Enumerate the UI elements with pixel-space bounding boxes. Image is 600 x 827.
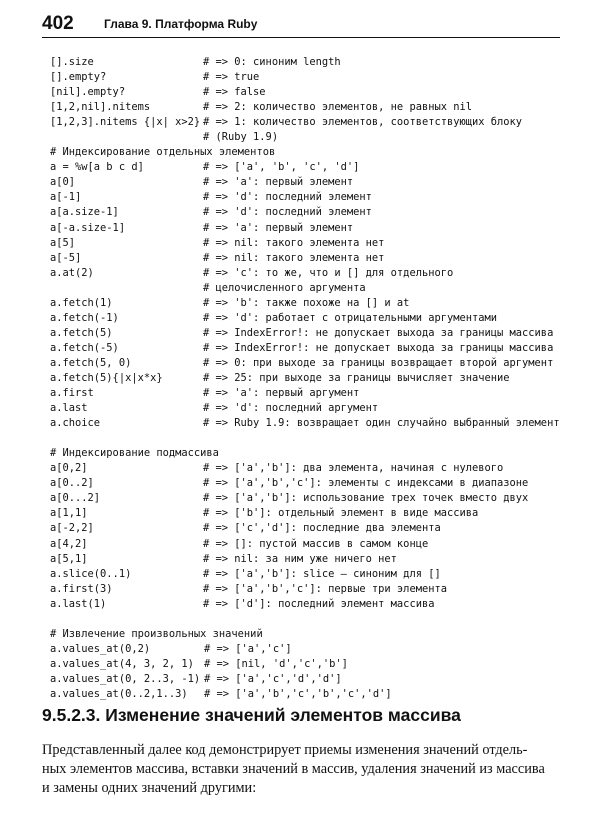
code-comment: # => ['a','b','c']: первые три элемента <box>203 582 447 595</box>
code-comment: # => ['a', 'b', 'c', 'd'] <box>203 161 360 174</box>
code-comment-heading: # Индексирование отдельных элементов <box>50 146 276 159</box>
code-comment: # => 'a': первый элемент <box>203 176 354 189</box>
code-expression: [].empty? <box>50 71 107 84</box>
code-line <box>50 221 570 236</box>
code-comment: # => 'c': то же, что и [] для отдельного <box>203 266 454 279</box>
code-comment-heading: # Индексирование подмассива <box>50 447 219 460</box>
code-line <box>50 627 570 642</box>
code-line <box>50 416 570 431</box>
code-line <box>50 160 570 175</box>
code-line <box>50 567 570 582</box>
code-comment: # => IndexError!: не допускает выхода за границы массива <box>203 341 554 354</box>
code-expression: a.at(2) <box>50 266 94 279</box>
code-comment: # => 1: количество элементов, соответствующих блоку <box>203 116 523 129</box>
code-line <box>50 537 570 552</box>
code-line <box>50 371 570 386</box>
code-line <box>50 687 570 702</box>
code-expression: a.fetch(5) <box>50 326 113 339</box>
code-comment: # => ['a','b']: slice – синоним для [] <box>203 567 441 580</box>
code-expression: a.values_at(4, 3, 2, 1) <box>50 657 194 670</box>
code-line <box>50 642 570 657</box>
code-comment: # => ['a','b']: использование трех точек вместо двух <box>203 492 529 505</box>
code-comment: # => ['b']: отдельный элемент в виде массива <box>203 507 479 520</box>
code-blank-line <box>50 431 570 446</box>
code-expression: a[5] <box>50 236 76 249</box>
code-expression: [].size <box>50 56 94 68</box>
code-comment: # => 'a': первый элемент <box>203 221 354 234</box>
code-line <box>50 461 570 476</box>
code-comment: # => 'b': также похоже на [] и at <box>203 296 410 309</box>
code-line <box>50 115 570 130</box>
code-line <box>50 100 570 115</box>
code-comment: # => 2: количество элементов, не равных nil <box>203 101 472 114</box>
code-comment: # (Ruby 1.9) <box>203 131 279 144</box>
code-comment: # => Ruby 1.9: возвращает один случайно выбранный элемент <box>203 417 560 430</box>
code-line <box>50 657 570 672</box>
code-expression: a[a.size-1] <box>50 206 119 219</box>
header-rule <box>42 37 560 38</box>
code-expression: a.fetch(-5) <box>50 341 119 354</box>
code-expression: a.fetch(-1) <box>50 311 119 324</box>
code-comment: # => nil: такого элемента нет <box>203 251 385 264</box>
code-expression: a.fetch(5){|x|x*x} <box>50 371 163 384</box>
body-paragraph <box>42 741 562 798</box>
code-comment: # => 'd': работает с отрицательными аргументами <box>203 311 498 324</box>
code-line <box>50 251 570 266</box>
code-expression: a[-5] <box>50 251 82 264</box>
code-expression: a[0...2] <box>50 492 101 505</box>
code-line <box>50 476 570 491</box>
code-expression: a[0,2] <box>50 462 88 475</box>
code-line <box>50 281 570 296</box>
code-line <box>50 401 570 416</box>
page-header <box>42 13 560 39</box>
code-expression: a = %w[a b c d] <box>50 161 144 174</box>
code-expression: a[0..2] <box>50 477 94 490</box>
code-expression: a.choice <box>50 417 101 430</box>
code-comment-heading: # Извлечение произвольных значений <box>50 627 263 640</box>
paragraph-line: Представленный далее код демонстрирует приемы изменения значений отдель- <box>42 742 528 758</box>
code-expression: a.values_at(0,2) <box>50 642 151 655</box>
code-comment: # => [nil, 'd','c','b'] <box>204 657 348 670</box>
code-line <box>50 672 570 687</box>
code-expression: [1,2,3].nitems {|x| x>2} <box>50 116 201 129</box>
code-line <box>50 205 570 220</box>
code-line <box>50 175 570 190</box>
code-comment: # => ['a','b','c','b','c','d'] <box>204 687 392 700</box>
paragraph-line: ных элементов массива, вставки значений в массив, удаления значений из массива <box>42 761 545 777</box>
section-title: 9.5.2.3. Изменение значений элементов массива <box>42 705 461 725</box>
code-expression: a[-2,2] <box>50 522 94 535</box>
code-expression: [nil].empty? <box>50 86 126 99</box>
paragraph-line: и замены одних значений другими: <box>42 780 257 796</box>
code-expression: a[4,2] <box>50 537 88 550</box>
code-expression: a.fetch(1) <box>50 296 113 309</box>
code-line <box>50 70 570 85</box>
chapter-title: Глава 9. Платформа Ruby <box>104 17 258 31</box>
code-expression: a[-1] <box>50 191 82 204</box>
code-comment: # => 'd': последний аргумент <box>203 402 379 415</box>
code-expression: a[1,1] <box>50 507 88 520</box>
code-comment: # => 'd': последний элемент <box>203 206 372 219</box>
code-line <box>50 296 570 311</box>
code-line <box>50 506 570 521</box>
code-expression: a[0] <box>50 176 76 189</box>
code-comment: # => ['a','b','c']: элементы с индексами в диапазоне <box>203 477 529 490</box>
code-expression: a[-a.size-1] <box>50 221 126 234</box>
code-listing <box>50 55 570 702</box>
code-expression: a.values_at(0, 2..3, -1) <box>50 672 201 685</box>
code-comment: # => nil: такого элемента нет <box>203 236 385 249</box>
code-expression: a.last <box>50 402 88 415</box>
code-line <box>50 85 570 100</box>
code-comment: # => 0: при выходе за границы возвращает второй аргумент <box>203 356 554 369</box>
code-expression: a.first(3) <box>50 582 113 595</box>
code-line <box>50 446 570 461</box>
code-line <box>50 326 570 341</box>
code-expression: a.first <box>50 387 94 400</box>
code-expression: a[5,1] <box>50 552 88 565</box>
code-blank-line <box>50 612 570 627</box>
code-line <box>50 311 570 326</box>
code-line <box>50 130 570 145</box>
code-line <box>50 266 570 281</box>
code-comment: # => 'a': первый аргумент <box>203 387 360 400</box>
code-expression: a.last(1) <box>50 597 107 610</box>
code-line <box>50 190 570 205</box>
code-comment: # => ['d']: последний элемент массива <box>203 597 435 610</box>
code-line <box>50 386 570 401</box>
code-line <box>50 341 570 356</box>
code-line <box>50 491 570 506</box>
code-line <box>50 55 570 70</box>
code-line <box>50 145 570 160</box>
code-line <box>50 356 570 371</box>
code-comment: # целочисленного аргумента <box>203 281 366 294</box>
code-expression: [1,2,nil].nitems <box>50 101 151 114</box>
code-line <box>50 582 570 597</box>
code-comment: # => ['c','d']: последние два элемента <box>203 522 441 535</box>
code-comment: # => []: пустой массив в самом конце <box>203 537 429 550</box>
code-expression: a.fetch(5, 0) <box>50 356 132 369</box>
code-comment: # => ['a','b']: два элемента, начиная с нулевого <box>203 462 504 475</box>
code-comment: # => true <box>203 71 260 84</box>
code-comment: # => false <box>203 86 266 99</box>
code-line <box>50 521 570 536</box>
code-line <box>50 236 570 251</box>
page-number: 402 <box>42 13 74 34</box>
code-comment: # => 25: при выходе за границы вычисляет значение <box>203 371 510 384</box>
code-comment: # => ['a','c','d','d'] <box>204 672 342 685</box>
code-comment: # => nil: за ним уже ничего нет <box>203 552 397 565</box>
code-comment: # => ['a','c'] <box>204 642 292 655</box>
code-line <box>50 552 570 567</box>
code-line <box>50 597 570 612</box>
code-expression: a.values_at(0..2,1..3) <box>50 687 188 700</box>
code-comment: # => IndexError!: не допускает выхода за границы массива <box>203 326 554 339</box>
code-comment: # => 0: синоним length <box>203 56 341 68</box>
code-comment: # => 'd': последний элемент <box>203 191 372 204</box>
code-expression: a.slice(0..1) <box>50 567 132 580</box>
